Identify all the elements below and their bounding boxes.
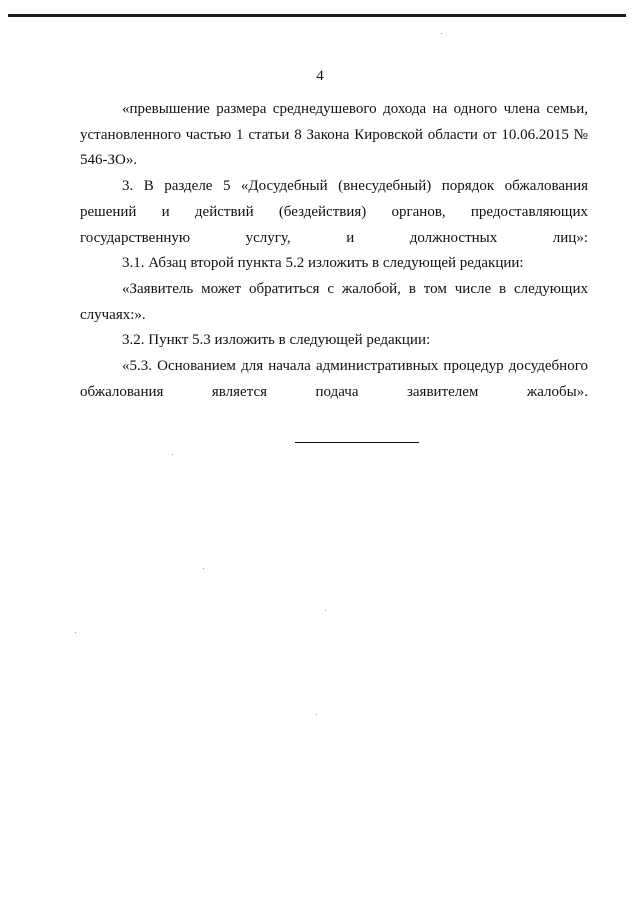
scan-speck <box>203 568 204 569</box>
paragraph-applicant-complaint: «Заявитель может обратиться с жалобой, в том числе в следующих случаях:». <box>80 280 588 323</box>
scan-speck <box>325 610 326 611</box>
paragraph-section-5: 3. В разделе 5 «Досудебный (внесудебный) порядок обжалования решений и действий (бездействия) органов, предоставляющих государственную услугу, и должностных лиц»: <box>80 178 588 246</box>
scan-speck <box>441 33 442 34</box>
page-number: 4 <box>316 68 324 84</box>
document-body <box>80 97 588 405</box>
paragraph-item-3-1: 3.1. Абзац второй пункта 5.2 изложить в следующей редакции: <box>122 255 524 272</box>
paragraph-item-3-2: 3.2. Пункт 5.3 изложить в следующей редакции: <box>122 332 431 349</box>
scan-speck <box>75 632 76 633</box>
scan-speck <box>316 714 317 715</box>
scan-speck <box>172 454 173 455</box>
paragraph-income-excess: «превышение размера среднедушевого дохода на одного члена семьи, установленного частью 1 статьи 8 Закона Кировской области от 10.06.2015 № 546-ЗО». <box>80 101 588 169</box>
closing-separator-line <box>295 442 419 443</box>
scan-top-edge-line <box>8 14 626 17</box>
paragraph-item-5-3: «5.3. Основанием для начала административных процедур досудебного обжалования является подача заявителем жалобы». <box>80 358 588 400</box>
